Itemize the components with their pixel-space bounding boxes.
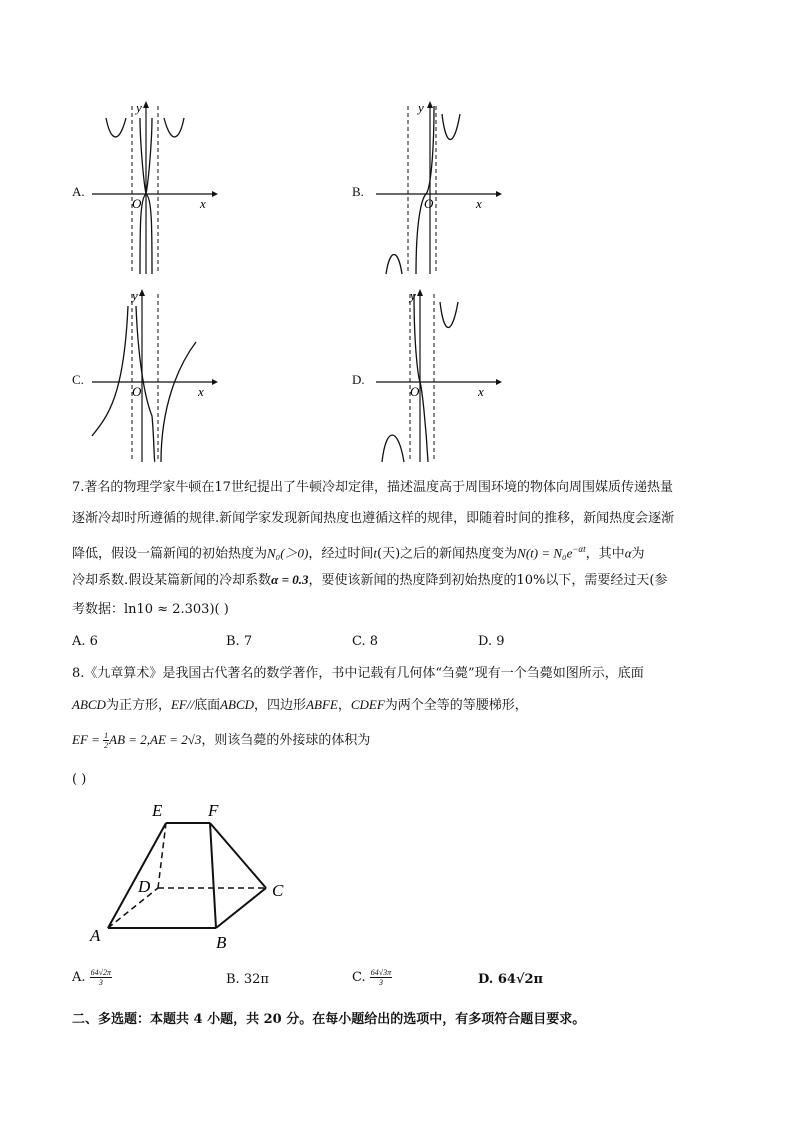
graph-c-y-label: y [132,288,138,303]
q8-line2-text-a: 为正方形， [105,698,171,713]
graph-a-x-label: x [200,196,206,211]
q8-line2 [72,695,528,716]
graph-option-c [88,286,218,466]
figure-label-c: C [272,881,284,900]
figure-label-e: E [152,801,163,820]
q7-line3-text-a: 降低，假设一篇新闻的初始热度为 [72,546,268,562]
q8-line2-text-d: ， [337,698,351,713]
q8-line3-math-ef: EF = [72,732,104,747]
graph-option-d [372,286,502,466]
q7-line2: 逐渐冷却时所遵循的规律.新闻学家发现新闻热度也遵循这样的规律，即随着时间的推移，新闻热度会逐渐 [72,511,675,526]
graph-d-y-label: y [410,288,416,303]
q7-line3-text-b: ，经过时间 [308,546,374,562]
graph-b-origin-label: O [424,196,434,211]
q7-line3-text-e: 为 [631,546,645,562]
q8-line3-fraction-den: 2 [104,741,109,750]
q8-line4: ( ) [72,772,87,787]
graph-a-origin-label: O [132,196,142,211]
q8-choice-c-letter: C. [352,970,370,985]
graph-b-x-label: x [476,196,482,211]
graph-d-x-label: x [478,384,484,399]
q8-choice-a[interactable] [72,968,112,987]
q8-choice-a-num: 64√2π [90,968,112,977]
q8-choice-a-den: 3 [98,978,103,987]
q8-line2-math-cdef: CDEF [350,697,385,712]
q8-line3 [72,730,370,751]
q7-choice-b[interactable]: B. 7 [226,634,253,649]
q7-line4 [72,570,667,591]
q7-line4-text-a: 冷却系数.假设某篇新闻的冷却系数 [72,573,272,588]
graph-a-y-label: y [136,100,142,115]
graph-d-origin-label: O [410,384,420,399]
q8-line3-math-ab: AB = 2,AE = 2√3 [109,732,202,747]
figure-label-a: A [90,926,101,945]
graph-c-x-label: x [198,384,204,399]
q8-line3-text-a: ，则该刍薨的外接球的体积为 [201,733,371,748]
q8-choice-a-fraction [90,968,112,987]
q8-line3-fraction-num: 1 [104,731,109,740]
q8-line2-text-b: 底面 [194,698,221,713]
q8-line2-text-e: 为两个全等的等腰梯形， [384,698,528,713]
q7-line3-math-t: t [373,545,378,561]
q8-line2-math-abfe: ABFE [306,697,338,712]
q7-line3-math-alpha: α [624,545,632,561]
q8-line2-text-c: ，四边形 [254,698,307,713]
figure-label-f: F [208,801,219,820]
graph-option-b [372,98,502,278]
q7-line3 [72,539,645,564]
q7-choice-c[interactable]: C. 8 [352,634,379,649]
option-b-label: B. [352,184,364,199]
q7-line5: 考数据：ln10 ≈ 2.303)( ) [72,602,229,617]
option-d-label: D. [352,372,365,387]
graph-b-y-label: y [418,100,424,115]
q7-line1: 7.著名的物理学家牛顿在17世纪提出了牛顿冷却定律，描述温度高于周围环境的物体向周围媒质传递热量 [72,480,673,495]
q7-line4-math-alpha-value: α = 0.3 [271,572,309,587]
figure-label-b: B [216,933,227,952]
q7-choice-d[interactable]: D. 9 [478,634,505,649]
graph-option-a [88,98,218,278]
q7-line4-text-b: ，要使该新闻的热度降到初始热度的10%以下，需要经过天(参 [308,573,668,588]
q8-choice-c[interactable] [352,968,392,987]
graph-c-origin-label: O [132,384,142,399]
q8-chumeng-figure [82,796,302,956]
q7-line3-exponent: −αt [572,544,586,554]
section2-heading: 二、多选题：本题共 4 小题，共 20 分。在每小题给出的选项中，有多项符合题目要求。 [72,1012,586,1027]
q7-choice-a[interactable]: A. 6 [72,634,98,649]
figure-label-d: D [138,877,151,896]
q7-line3-math-n0: N₀(＞0) [267,545,309,561]
q8-choice-b[interactable]: B. 32π [226,972,269,987]
q8-choice-c-den: 3 [378,978,383,987]
option-a-label: A. [72,184,85,199]
q7-line3-math-formula: N(t) = N₀e [517,545,573,561]
q8-line1: 8.《九章算术》是我国古代著名的数学著作，书中记载有几何体“刍薨”现有一个刍薨如图所示，底面 [72,666,644,681]
q8-choice-c-num: 64√3π [370,968,392,977]
option-c-label: C. [72,372,84,387]
q8-line2-math-ef: EF// [170,697,195,712]
q8-choice-a-letter: A. [72,970,90,985]
q8-choice-d[interactable]: D. 64√2π [478,972,544,987]
q7-line3-text-d: ，其中 [585,546,625,562]
q8-choice-c-fraction [370,968,392,987]
q8-line2-math-abcd: ABCD [72,697,106,712]
q8-line2-math-abcd-2: ABCD [220,697,255,712]
q7-line3-text-c: (天)之后的新闻热度变为 [377,546,518,562]
